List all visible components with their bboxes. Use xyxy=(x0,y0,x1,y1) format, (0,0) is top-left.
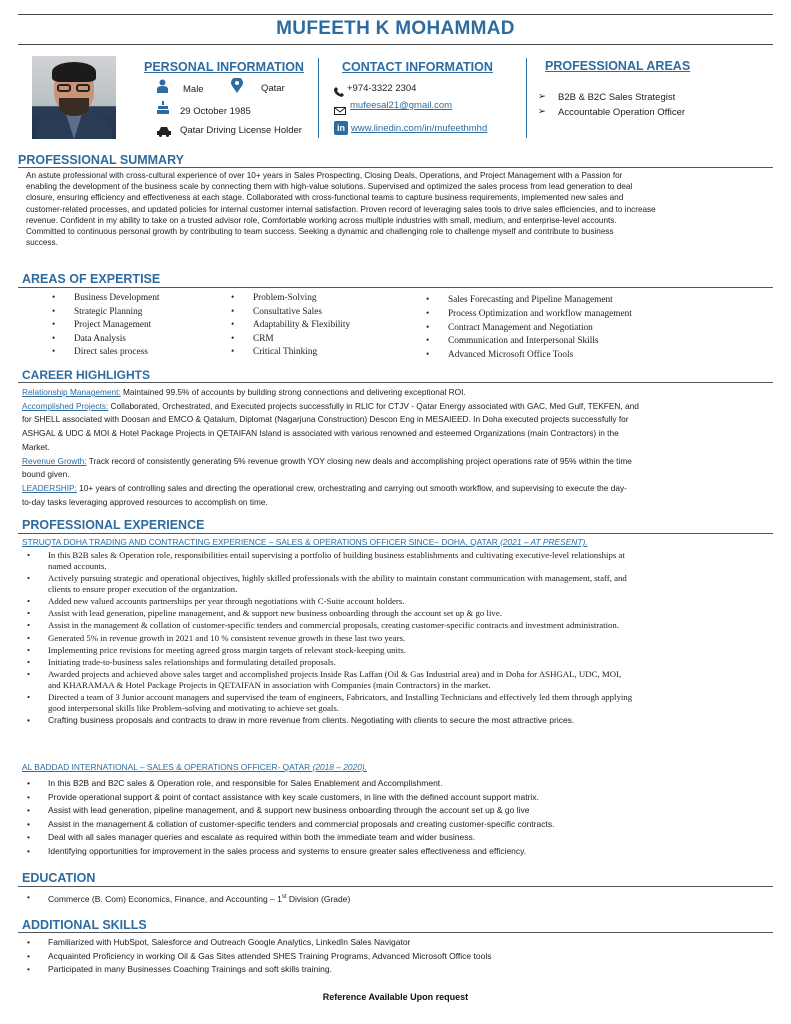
column-divider xyxy=(526,58,527,138)
summary-paragraph: An astute professional with cross-cultural experience of over 10+ years in Sales Prospecting, Closing Deals, Operations, and Project Management with a Passion for enabling the development of the business scale by connecting them with high-value solutions. Supervised and optimized the sales process from lead generation to deal closure, ensuring efficiency and effectiveness at each stage. Collaborated with cross-functional teams to capture business requirements, implemented new sales and customer-related processes, and updated policies for internal customer internal satisfaction. Proven record of leveraging sales tools to drive sales efficiencies, and to increase revenue. Confident in my ability to take on a trusted advisor role, Comfortable working across multiple industries with small, medium, and enterprise-level accounts. Committed to continuous personal growth by contributing to team success. Seeking a dynamic and challenging role to challenge myself and contribute to business success. xyxy=(26,171,656,248)
job-bullet: • Provide operational support & point of contact assistance with key scale customers, in line with the defined account support matrix. xyxy=(48,791,776,805)
expertise-column-2 xyxy=(253,292,350,360)
section-rule xyxy=(18,287,773,288)
job1-bullets xyxy=(48,550,776,726)
phone-text: +974-3322 2304 xyxy=(347,83,417,94)
gender-text: Male xyxy=(183,84,204,95)
skill-item: • Participated in many Businesses Coaching Trainings and soft skills training. xyxy=(48,963,776,977)
job-bullet: • Deal with all sales manager queries and escalate as required within both the immediate team and wider business. xyxy=(48,831,776,845)
job2-bullets xyxy=(48,777,776,859)
education-heading: EDUCATION xyxy=(22,871,96,885)
highlight-label: Relationship Management: xyxy=(22,387,121,397)
location-pin-icon xyxy=(231,78,243,98)
job-bullet: • Directed a team of 3 Junior account managers and supervised the team of engineers, Fabricators, and Installing Technicians and effectively led them through applying good interpersonal skills like Problem-solving and motivating to achieve set goals. xyxy=(48,692,776,714)
job-bullet: • Assist with lead generation, pipeline management, and & support new business onboarding through the account set up & go live. xyxy=(48,608,776,619)
job-bullet: • Awarded projects and achieved above sales target and accomplished projects Inside Ras Laffan (Oil & Gas Industrial area) and in Doha for ASHGAL, UDC, MOI, and KHARAMAA & Hotel Package Projects in QETAIFAN in association with Companies (main Contractors) in the market. xyxy=(48,669,776,691)
name-rule xyxy=(18,44,773,45)
expertise-item: • Advanced Microsoft Office Tools xyxy=(448,349,632,363)
job-bullet: • Assist in the management & collation of customer-specific tenders and commercial proposals, creating customer-specific contracts and investment administration. xyxy=(48,620,776,631)
skill-item: • Familiarized with HubSpot, Salesforce and Outreach Google Analytics, LinkedIn Sales Navigator xyxy=(48,936,776,950)
linkedin-icon: in xyxy=(334,121,348,135)
expertise-item: • Critical Thinking xyxy=(253,346,350,360)
dob-text: 29 October 1985 xyxy=(180,106,251,117)
license-text: Qatar Driving License Holder xyxy=(180,125,302,136)
expertise-item: • Adaptability & Flexibility xyxy=(253,319,350,333)
job-bullet: • Actively pursuing strategic and operational objectives, highly skilled professionals with the ability to maintain constant communication with management, staff, and clients to ensure proper execution of the organization. xyxy=(48,573,776,595)
section-rule xyxy=(18,382,773,383)
highlight-label: Revenue Growth: xyxy=(22,455,87,466)
expertise-item: • Business Development xyxy=(74,292,159,306)
job-bullet: • Assist with lead generation, pipeline management, and & support new business onboarding through the account set up & go live xyxy=(48,804,776,818)
arrow-bullet-icon: ➢ xyxy=(538,91,546,102)
expertise-item: • Project Management xyxy=(74,319,159,333)
arrow-bullet-icon: ➢ xyxy=(538,106,546,117)
experience-heading: PROFESSIONAL EXPERIENCE xyxy=(22,518,205,532)
contact-info-heading: CONTACT INFORMATION xyxy=(342,60,493,74)
column-divider xyxy=(318,58,319,138)
email-icon xyxy=(334,102,346,120)
skills-list xyxy=(48,936,776,977)
education-item: • Commerce (B. Com) Economics, Finance, and Accounting – 1st Division (Grade) xyxy=(48,892,350,905)
section-rule xyxy=(18,533,773,534)
section-rule xyxy=(18,932,773,933)
job-bullet: • In this B2B sales & Operation role, responsibilities entail supervising a portfolio of building business establishments and cultivating executive-level relationships at named accounts. xyxy=(48,550,776,572)
expertise-item: • Consultative Sales xyxy=(253,306,350,320)
expertise-item: • Process Optimization and workflow management xyxy=(448,308,632,322)
expertise-item: • Sales Forecasting and Pipeline Management xyxy=(448,294,632,308)
job-bullet: • Identifying opportunities for improvement in the sales process and systems to ensure greater sales effectiveness and efficiency. xyxy=(48,845,776,859)
expertise-item: • Strategic Planning xyxy=(74,306,159,320)
phone-icon xyxy=(334,84,344,102)
email-link[interactable]: mufeesal21@gmail.com xyxy=(350,100,453,111)
section-rule xyxy=(18,886,773,887)
job-title: AL BADDAD INTERNATIONAL – SALES & OPERATIONS OFFICER- QATAR (2018 – 2020). xyxy=(22,762,368,772)
job-bullet: • Implementing price revisions for meeting agreed gross margin targets of relevant stock-keeping units. xyxy=(48,645,776,656)
skill-item: • Acquainted Proficiency in working Oil & Gas Sites attended SHES Training Programs, Advanced Microsoft Office tools xyxy=(48,950,776,964)
expertise-item: • Problem-Solving xyxy=(253,292,350,306)
linkedin-link[interactable]: www.linedin.com/in/mufeethmhd xyxy=(351,123,488,134)
highlights-block: Relationship Management: Maintained 99.5% of accounts by building strong connections and delivering exceptional ROI. Accomplished Projects: Collaborated, Orchestrated, and Executed projects successfully in RLIC for CTJV - Qatar Energy associated with GAC, Med Gulf, TEKFEN, and for SHELL associated with Doosan and EMCO & Qatalum, Diplomat (Nagarjuna Construction) Descon Eng in MESAIEED. In Doha executed projects successfully for ASHGAL & UDC & MOI & Hotel Package Projects in QETAIFAN Island is associated with various renowned and esteemed Organizations (main Contractors) in the Market. Revenue Growth: Track record of consistently generating 5% revenue growth YOY closing new deals and accomplishing project operations rate of 95% within the time bound given. LEADERSHIP: 10+ years of controlling sales and directing the operational crew, orchestrating and carrying out smooth workflow, and supervising to execute the day- to-day tasks leveraging approved resources to accomplish on time. xyxy=(22,387,639,507)
expertise-item: • Communication and Interpersonal Skills xyxy=(448,335,632,349)
car-icon xyxy=(157,124,171,142)
expertise-item: • Data Analysis xyxy=(74,333,159,347)
summary-heading: PROFESSIONAL SUMMARY xyxy=(18,153,184,167)
job-title: STRUQTA DOHA TRADING AND CONTRACTING EXPERIENCE – SALES & OPERATIONS OFFICER SINCE– DOHA, QATAR (2021 – AT PRESENT). xyxy=(22,537,588,547)
expertise-item: • CRM xyxy=(253,333,350,347)
location-text: Qatar xyxy=(261,83,285,94)
expertise-heading: AREAS OF EXPERTISE xyxy=(22,272,161,286)
top-rule xyxy=(18,14,773,15)
job-bullet: • Assist in the management & collation of customer-specific tenders and commercial proposals and creating customer-specific contracts. xyxy=(48,818,776,832)
area-item: B2B & B2C Sales Strategist xyxy=(558,92,676,103)
job-bullet: • Initiating trade-to-business sales relationships and formulating detailed proposals. xyxy=(48,657,776,668)
expertise-column-3 xyxy=(448,294,632,363)
skills-heading: ADDITIONAL SKILLS xyxy=(22,918,147,932)
highlight-label: Accomplished Projects: xyxy=(22,400,109,411)
expertise-item: • Contract Management and Negotiation xyxy=(448,322,632,336)
expertise-column-1 xyxy=(74,292,159,360)
area-item: Accountable Operation Officer xyxy=(558,107,686,118)
birthday-cake-icon xyxy=(157,101,169,119)
profile-photo xyxy=(32,56,116,139)
section-rule xyxy=(18,167,773,168)
job-bullet: • Generated 5% in revenue growth in 2021 and 10 % consistent revenue growth in these last two years. xyxy=(48,633,776,644)
highlight-label: LEADERSHIP: xyxy=(22,482,77,493)
person-icon xyxy=(156,79,169,98)
job-bullet: • Added new valued accounts partnerships per year through negotiations with C-Suite account holders. xyxy=(48,596,776,607)
professional-areas-heading: PROFESSIONAL AREAS xyxy=(545,59,691,73)
personal-info-heading: PERSONAL INFORMATION xyxy=(144,60,304,74)
job-bullet: • Crafting business proposals and contracts to draw in more revenue from clients. Negotiating with clients to secure the most attractive prices. xyxy=(48,715,776,726)
expertise-item: • Direct sales process xyxy=(74,346,159,360)
highlights-heading: CAREER HIGHLIGHTS xyxy=(22,368,151,382)
candidate-name: MUFEETH K MOHAMMAD xyxy=(276,18,515,39)
reference-note: Reference Available Upon request xyxy=(322,992,469,1002)
job-bullet: • In this B2B and B2C sales & Operation role, and responsible for Sales Enablement and Accomplishment. xyxy=(48,777,776,791)
